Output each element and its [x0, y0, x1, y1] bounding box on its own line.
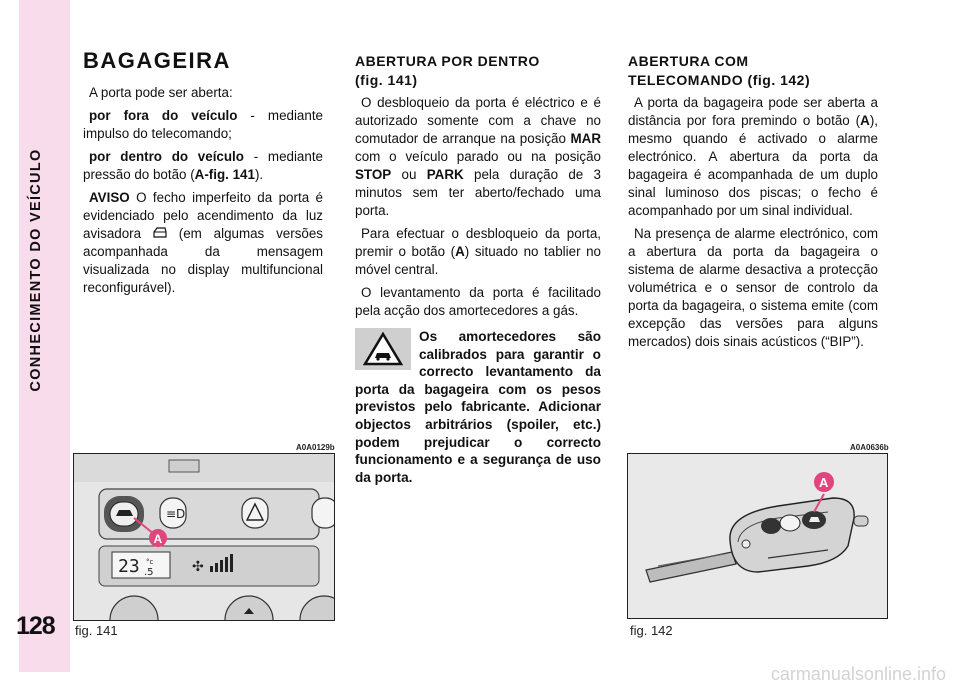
- paragraph-botao: [355, 225, 601, 279]
- item-outside: [83, 107, 323, 143]
- column-telecomando: [628, 52, 878, 356]
- sidebar-band: [19, 0, 70, 672]
- item-inside: [83, 148, 323, 184]
- callout-a-142: A: [819, 475, 829, 490]
- fig141-caption: fig. 141: [75, 623, 118, 638]
- p2-a: Para efectuar o desbloqueio da porta, premir o botão (: [355, 226, 601, 259]
- paragraph-desbloqueio: [355, 94, 601, 220]
- p1-a: O desbloqueio da porta é eléctrico e é autorizado somente com a chave no comutador de arranque na posição: [355, 95, 601, 146]
- warning-icon: [355, 328, 411, 370]
- aviso-text: O fecho imperfeito da porta é evidenciado pelo acendimento da luz avisadora: [83, 190, 323, 241]
- warning-text: Os amortecedores são calibrados para garantir o correcto levantamento da porta da bagageira com os pesos previstos pelo fabricante. Adicionar objectos arbitrários (spoiler, etc.) podem prejudicar o correcto funcionamento e a segurança de uso da porta.: [355, 329, 601, 485]
- fig141-illustration: [73, 453, 335, 621]
- p2-b: ) situado no tablier no móvel central.: [355, 244, 601, 277]
- aviso-paragraph: [83, 189, 323, 297]
- dashboard-drawing: [74, 454, 334, 620]
- section-title: CONHECIMENTO DO VEÍCULO: [28, 148, 44, 392]
- column-bagageira: [83, 48, 323, 302]
- p1-ref: A: [860, 113, 870, 128]
- p1-park: PARK: [426, 167, 464, 182]
- heading-telecomando: [628, 52, 878, 90]
- callout-a-141: A: [153, 532, 163, 546]
- p1-a: A porta da bagageira pode ser aberta a distância por fora premindo o botão (: [628, 95, 878, 128]
- trunk-warning-icon: [153, 227, 167, 239]
- item-inside-bold: por dentro do veículo: [89, 149, 244, 164]
- aviso-text-end: (em algumas versões acompanhada da mensagem visualizada no display multifuncional reconfigurável).: [83, 226, 323, 295]
- paragraph-levantamento: O levantamento da porta é facilitado pela acção dos amortecedores a gás.: [355, 285, 601, 318]
- paragraph-alarme: Na presença de alarme electrónico, com a abertura da porta da bagageira o sistema de alarme desactiva a protecção volumétrica e o sensor de controlo da porta da bagageira, o sistema emite (com excepção das versões para alguns mercados) dois sinais acústicos (“BIP”).: [628, 226, 878, 349]
- heading-line2-bold: TELECOMANDO: [628, 72, 744, 88]
- p1-mar: MAR: [570, 131, 601, 146]
- p1-stop: STOP: [355, 167, 392, 182]
- page-title: BAGAGEIRA: [83, 48, 231, 73]
- item-inside-text: - mediante pressão do botão (: [83, 149, 323, 182]
- paragraph-distancia: [628, 94, 878, 220]
- p2-ref: A: [455, 244, 465, 259]
- fig141-code: A0A0129b: [296, 443, 335, 452]
- aviso-label: AVISO: [89, 190, 130, 205]
- temp-display: 23: [118, 556, 140, 577]
- item-outside-text: - mediante impulso do telecomando;: [83, 108, 323, 141]
- heading-line1: ABERTURA POR DENTRO: [355, 53, 540, 69]
- heading-line1: ABERTURA COM: [628, 53, 749, 69]
- p1-d: pela duração de 3 minutos sem ter aberto/fechado uma porta.: [355, 167, 601, 218]
- item-inside-ref: A-fig. 141: [194, 167, 255, 182]
- heading-line2-ref: (fig. 142): [743, 72, 811, 88]
- column-abertura-dentro: [355, 52, 601, 325]
- intro-text: A porta pode ser aberta:: [89, 85, 233, 100]
- temp-unit: °c: [146, 558, 154, 566]
- fig142-caption: fig. 142: [630, 623, 673, 638]
- temp-decimal: .5: [144, 567, 154, 578]
- svg-text:✣: ✣: [192, 559, 204, 575]
- remote-key-drawing: [628, 454, 887, 618]
- fig142-code: A0A0636b: [850, 443, 889, 452]
- item-inside-end: ).: [254, 167, 264, 182]
- item-outside-bold: por fora do veículo: [89, 108, 238, 123]
- fig142-illustration: [627, 453, 888, 619]
- p1-b: com o veículo parado ou na posição: [355, 149, 601, 164]
- heading-abertura-dentro: [355, 52, 601, 90]
- warning-box: [355, 328, 601, 486]
- svg-text:≡D: ≡D: [166, 507, 186, 521]
- p1-c: ou: [391, 167, 427, 182]
- heading-line2: (fig. 141): [355, 72, 418, 88]
- watermark[interactable]: carmanualsonline.info: [770, 664, 946, 684]
- p1-b: ), mesmo quando é activado o alarme electrónico. A abertura da porta da bagageira é acompanhada de um duplo sinal luminoso dos piscas; o fecho é acompanhado por um sinal individual.: [628, 113, 878, 218]
- page-number: 128: [16, 612, 55, 640]
